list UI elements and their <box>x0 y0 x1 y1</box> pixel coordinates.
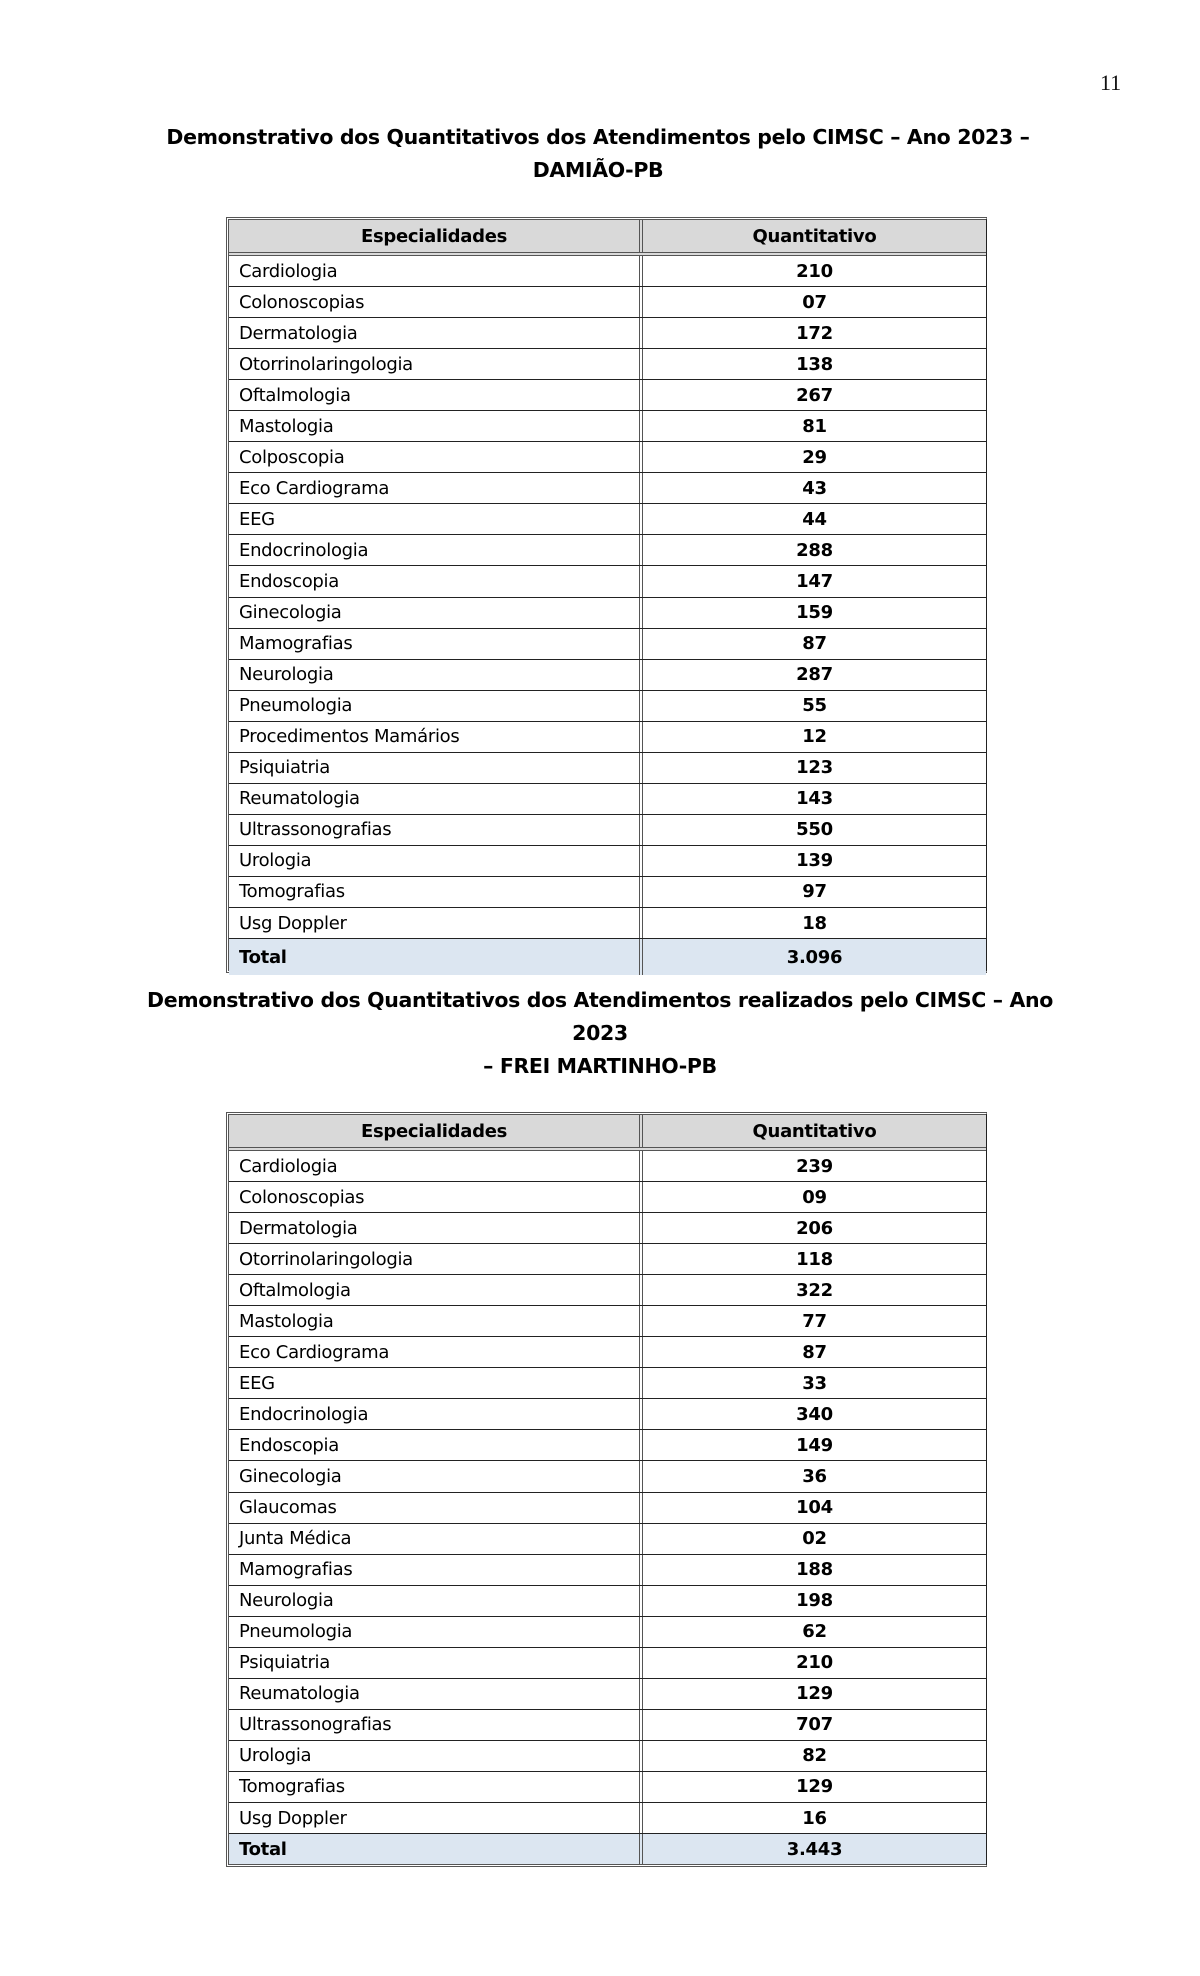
quantitativo-cell: 07 <box>802 291 827 313</box>
quantitativo-cell: 118 <box>796 1248 833 1270</box>
especialidade-cell: Procedimentos Mamários <box>229 722 643 752</box>
title-line: Demonstrativo dos Quantitativos dos Atendimentos pelo CIMSC – Ano 2023 – <box>166 125 1030 149</box>
especialidade-cell: Otorrinolaringologia <box>229 349 643 379</box>
especialidade-cell: Endoscopia <box>229 1430 643 1460</box>
table-row <box>229 784 986 815</box>
table-row <box>229 1493 986 1524</box>
quantitativo-cell: 77 <box>802 1310 827 1332</box>
quantitativo-cell: 138 <box>796 353 833 375</box>
section-title-frei-martinho <box>0 984 1200 1083</box>
quantitativo-cell: 287 <box>796 664 833 686</box>
table-header-row <box>229 220 986 256</box>
column-header-especialidades: Especialidades <box>229 220 643 252</box>
quantitativo-cell: 147 <box>796 570 833 592</box>
table-row <box>229 1399 986 1430</box>
quantitativo-cell: 188 <box>796 1559 833 1581</box>
especialidade-cell: Eco Cardiograma <box>229 473 643 503</box>
page-number: 11 <box>1100 70 1122 95</box>
table-row <box>229 908 986 939</box>
quantitativo-cell: 267 <box>796 384 833 406</box>
especialidade-cell: Ginecologia <box>229 598 643 628</box>
quantitativo-cell: 55 <box>802 695 827 717</box>
quantitativo-cell: 82 <box>802 1745 827 1767</box>
table-row <box>229 1306 986 1337</box>
especialidade-cell: Pneumologia <box>229 1617 643 1647</box>
quantitativo-cell: 210 <box>796 1652 833 1674</box>
quantitativo-cell: 239 <box>796 1155 833 1177</box>
table-row <box>229 1213 986 1244</box>
quantitativo-cell: 139 <box>796 850 833 872</box>
especialidade-cell: Neurologia <box>229 1586 643 1616</box>
table-row <box>229 318 986 349</box>
title-line: – FREI MARTINHO-PB <box>483 1054 717 1078</box>
title-line: DAMIÃO-PB <box>532 158 664 182</box>
table-frei-martinho <box>226 1112 987 1867</box>
especialidade-cell: Mastologia <box>229 1306 643 1336</box>
table-row <box>229 566 986 597</box>
quantitativo-cell: 159 <box>796 602 833 624</box>
quantitativo-cell: 87 <box>802 1341 827 1363</box>
total-label: Total <box>229 1834 643 1864</box>
table-row <box>229 815 986 846</box>
total-label: Total <box>229 939 643 975</box>
table-row <box>229 411 986 442</box>
quantitativo-cell: 29 <box>802 446 827 468</box>
table-row <box>229 660 986 691</box>
especialidade-cell: Mamografias <box>229 1555 643 1585</box>
quantitativo-cell: 09 <box>802 1186 827 1208</box>
especialidade-cell: Endoscopia <box>229 566 643 596</box>
table-row <box>229 1772 986 1803</box>
especialidade-cell: Colonoscopias <box>229 1182 643 1212</box>
especialidade-cell: Tomografias <box>229 1772 643 1802</box>
table-row <box>229 629 986 660</box>
especialidade-cell: Psiquiatria <box>229 753 643 783</box>
especialidade-cell: Colonoscopias <box>229 287 643 317</box>
table-row <box>229 1244 986 1275</box>
column-header-quantitativo: Quantitativo <box>752 1120 877 1142</box>
table-row <box>229 691 986 722</box>
column-header-quantitativo: Quantitativo <box>752 225 877 247</box>
especialidade-cell: Eco Cardiograma <box>229 1337 643 1367</box>
total-value: 3.096 <box>786 946 843 968</box>
table-row <box>229 1648 986 1679</box>
especialidade-cell: EEG <box>229 1368 643 1398</box>
especialidade-cell: Cardiologia <box>229 256 643 286</box>
table-row <box>229 256 986 287</box>
especialidade-cell: EEG <box>229 504 643 534</box>
especialidade-cell: Oftalmologia <box>229 1275 643 1305</box>
table-row <box>229 504 986 535</box>
table-row <box>229 1182 986 1213</box>
especialidade-cell: Ginecologia <box>229 1461 643 1491</box>
quantitativo-cell: 16 <box>802 1807 827 1829</box>
especialidade-cell: Junta Médica <box>229 1524 643 1554</box>
especialidade-cell: Tomografias <box>229 877 643 907</box>
table-row <box>229 1151 986 1182</box>
quantitativo-cell: 550 <box>796 819 833 841</box>
quantitativo-cell: 81 <box>802 415 827 437</box>
table-row <box>229 1368 986 1399</box>
table-row <box>229 1430 986 1461</box>
table-row <box>229 722 986 753</box>
table-row <box>229 1586 986 1617</box>
table-row <box>229 535 986 566</box>
table-row <box>229 1524 986 1555</box>
table-row <box>229 380 986 411</box>
especialidade-cell: Urologia <box>229 846 643 876</box>
especialidade-cell: Reumatologia <box>229 784 643 814</box>
especialidade-cell: Mastologia <box>229 411 643 441</box>
especialidade-cell: Endocrinologia <box>229 535 643 565</box>
quantitativo-cell: 12 <box>802 726 827 748</box>
especialidade-cell: Neurologia <box>229 660 643 690</box>
quantitativo-cell: 210 <box>796 260 833 282</box>
table-row <box>229 287 986 318</box>
table-row <box>229 1679 986 1710</box>
quantitativo-cell: 143 <box>796 788 833 810</box>
quantitativo-cell: 129 <box>796 1776 833 1798</box>
quantitativo-cell: 707 <box>796 1714 833 1736</box>
table-total-row <box>229 939 986 975</box>
table-row <box>229 349 986 380</box>
table-row <box>229 753 986 784</box>
especialidade-cell: Mamografias <box>229 629 643 659</box>
especialidade-cell: Urologia <box>229 1741 643 1771</box>
quantitativo-cell: 43 <box>802 477 827 499</box>
table-row <box>229 473 986 504</box>
especialidade-cell: Ultrassonografias <box>229 1710 643 1740</box>
quantitativo-cell: 62 <box>802 1621 827 1643</box>
quantitativo-cell: 87 <box>802 633 827 655</box>
table-row <box>229 1275 986 1306</box>
quantitativo-cell: 149 <box>796 1434 833 1456</box>
table-row <box>229 442 986 473</box>
section-title-damiao <box>0 121 1198 187</box>
table-row <box>229 1555 986 1586</box>
table-row <box>229 1617 986 1648</box>
quantitativo-cell: 123 <box>796 757 833 779</box>
especialidade-cell: Pneumologia <box>229 691 643 721</box>
especialidade-cell: Usg Doppler <box>229 1803 643 1833</box>
table-damiao <box>226 217 987 973</box>
especialidade-cell: Reumatologia <box>229 1679 643 1709</box>
table-row <box>229 1337 986 1368</box>
table-row <box>229 1803 986 1834</box>
especialidade-cell: Otorrinolaringologia <box>229 1244 643 1274</box>
quantitativo-cell: 33 <box>802 1372 827 1394</box>
quantitativo-cell: 36 <box>802 1465 827 1487</box>
title-line: 2023 <box>572 1021 628 1045</box>
table-row <box>229 1741 986 1772</box>
quantitativo-cell: 288 <box>796 539 833 561</box>
table-row <box>229 1710 986 1741</box>
especialidade-cell: Dermatologia <box>229 1213 643 1243</box>
quantitativo-cell: 44 <box>802 508 827 530</box>
quantitativo-cell: 97 <box>802 881 827 903</box>
especialidade-cell: Psiquiatria <box>229 1648 643 1678</box>
especialidade-cell: Endocrinologia <box>229 1399 643 1429</box>
especialidade-cell: Glaucomas <box>229 1493 643 1523</box>
quantitativo-cell: 206 <box>796 1217 833 1239</box>
table-row <box>229 877 986 908</box>
quantitativo-cell: 129 <box>796 1683 833 1705</box>
table-row <box>229 846 986 877</box>
especialidade-cell: Usg Doppler <box>229 908 643 938</box>
table-row <box>229 1461 986 1492</box>
column-header-especialidades: Especialidades <box>229 1115 643 1147</box>
especialidade-cell: Cardiologia <box>229 1151 643 1181</box>
table-header-row <box>229 1115 986 1151</box>
especialidade-cell: Oftalmologia <box>229 380 643 410</box>
quantitativo-cell: 322 <box>796 1279 833 1301</box>
table-total-row <box>229 1834 986 1864</box>
quantitativo-cell: 340 <box>796 1403 833 1425</box>
quantitativo-cell: 18 <box>802 912 827 934</box>
quantitativo-cell: 198 <box>796 1590 833 1612</box>
title-line: Demonstrativo dos Quantitativos dos Atendimentos realizados pelo CIMSC – Ano <box>147 988 1053 1012</box>
quantitativo-cell: 02 <box>802 1528 827 1550</box>
especialidade-cell: Colposcopia <box>229 442 643 472</box>
especialidade-cell: Dermatologia <box>229 318 643 348</box>
table-row <box>229 598 986 629</box>
quantitativo-cell: 172 <box>796 322 833 344</box>
total-value: 3.443 <box>786 1838 843 1860</box>
quantitativo-cell: 104 <box>796 1497 833 1519</box>
especialidade-cell: Ultrassonografias <box>229 815 643 845</box>
